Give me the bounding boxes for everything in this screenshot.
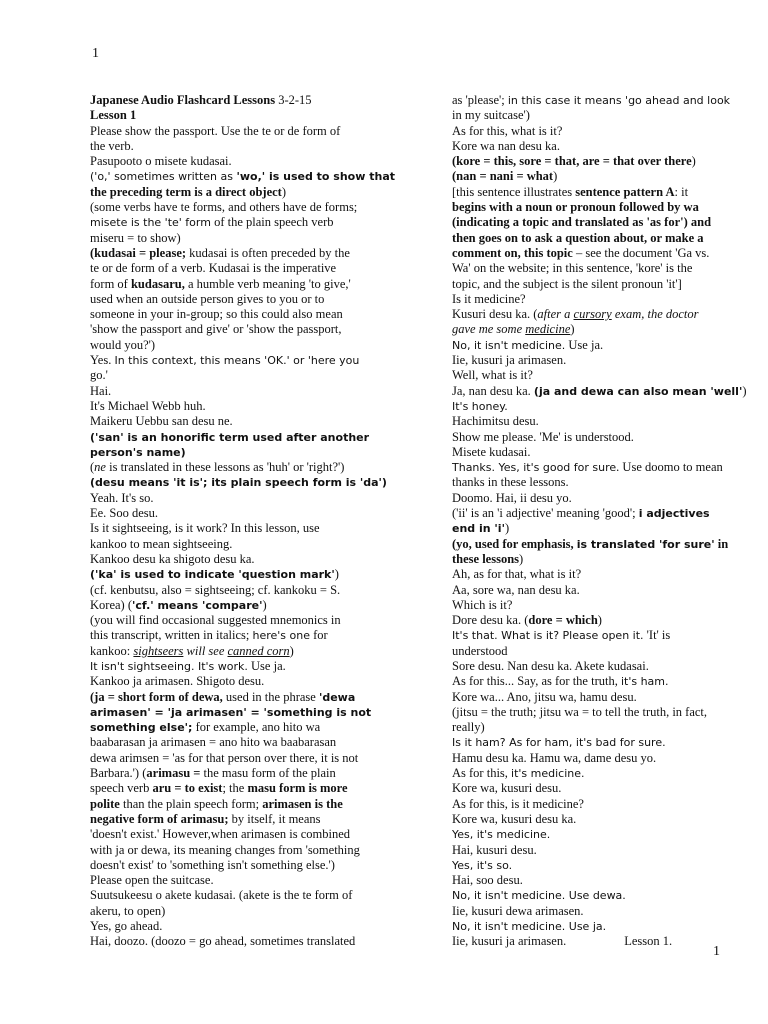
text-span: )	[597, 613, 602, 628]
text-span: this transcript, written in italics;	[90, 628, 253, 643]
text-span: (ja and dewa can also mean 'well'	[533, 384, 743, 398]
text-span: )	[742, 383, 747, 398]
text-span: dore = which	[528, 613, 598, 628]
text-span: Dore desu ka. (	[452, 613, 529, 628]
text-span: ne	[94, 460, 106, 475]
text-span: for example, ano hito wa	[192, 720, 321, 735]
page-number-bottom: 1	[713, 944, 720, 959]
text-line: akeru, to open)	[90, 903, 166, 918]
text-line	[90, 460, 395, 475]
text-line: Ee. Soo desu.	[90, 506, 159, 521]
text-line: Please open the suitcase.	[90, 873, 214, 888]
text-span: Use ja.	[565, 337, 604, 352]
text-line: would you?')	[90, 337, 156, 352]
text-span: it's medicine.	[511, 767, 585, 781]
text-span: form of	[90, 276, 131, 291]
text-span: : it	[674, 184, 689, 199]
text-line: Misete kudasai.	[452, 444, 531, 459]
text-span: it's ham.	[620, 675, 669, 689]
text-span: gave me some	[452, 322, 526, 337]
page-number-top: 1	[92, 46, 99, 61]
left-column	[90, 93, 395, 950]
text-line: Maikeru Uebbu san desu ne.	[90, 414, 233, 429]
text-line: Kore wa nan desu ka.	[452, 138, 560, 153]
text-line: Iie, kusuri ja arimasen.	[452, 353, 567, 368]
text-line: Hachimitsu desu.	[452, 414, 539, 429]
text-line	[90, 169, 395, 184]
text-span: negative form of arimasu;	[90, 811, 229, 826]
text-line	[452, 169, 747, 184]
text-span: aru = to exist	[152, 781, 223, 796]
text-line: Hamu desu ka. Hamu wa, dame desu yo.	[452, 750, 657, 765]
text-line: ('san' is an honorific term used after another	[90, 430, 370, 444]
text-span: )	[691, 154, 696, 169]
text-line	[452, 93, 747, 108]
text-span: comment on, this topic	[452, 245, 573, 260]
text-span: Thanks. Yes, it's good for sure	[452, 461, 617, 475]
text-span: )	[262, 597, 267, 612]
text-line: Ah, as for that, what is it?	[452, 567, 582, 582]
text-span: ('ii' is an 'i adjective' meaning 'good';	[452, 506, 639, 521]
text-line: kankoo to mean sightseeing.	[90, 536, 233, 551]
text-line: Hai.	[90, 383, 112, 398]
text-span: the preceding term is a direct object	[90, 184, 282, 199]
text-span: Korea) (	[90, 597, 132, 612]
text-span: in this case it means 'go ahead and look	[507, 94, 731, 107]
text-span: 'It' is	[643, 628, 671, 643]
text-span: (nan = nani = what	[452, 169, 554, 184]
text-span: a humble verb meaning 'to give,'	[184, 276, 351, 291]
text-span: It's that. What is it? Please open it.	[452, 629, 644, 643]
text-span: )	[334, 567, 339, 582]
text-line: Doomo. Hai, ii desu yo.	[452, 490, 572, 505]
text-span: sentence pattern A	[575, 184, 675, 199]
text-line	[452, 628, 747, 643]
text-span: 'dewa	[318, 690, 356, 704]
text-line	[452, 460, 747, 475]
text-span: (	[90, 460, 95, 475]
text-line	[452, 537, 747, 552]
document-date: 3-2-15	[275, 93, 312, 107]
text-line: te or de form of a verb. Kudasai is the imperative	[90, 261, 337, 276]
text-span: (yo, used for emphasis,	[452, 536, 577, 551]
text-line: Which is it?	[452, 597, 513, 612]
text-line	[452, 384, 747, 399]
text-line	[452, 307, 747, 322]
text-line	[90, 215, 395, 230]
text-span: (kudasai = please;	[90, 245, 187, 260]
text-span: speech verb	[90, 781, 153, 796]
text-span: medicine	[525, 322, 571, 337]
text-span: )	[553, 169, 558, 184]
text-line: Iie, kusuri dewa arimasen.	[452, 903, 584, 918]
text-line: Suutsukeesu o akete kudasai. (akete is the te form of	[90, 888, 353, 903]
text-line: Pasupooto o misete kudasai.	[90, 154, 232, 169]
text-line: Yes, go ahead.	[90, 919, 163, 934]
text-span: i adjectives	[638, 507, 710, 521]
text-span: in	[714, 536, 729, 551]
text-span: here's one	[252, 629, 310, 643]
text-line	[90, 598, 395, 613]
text-span: is translated in these lessons as 'huh' or 'right?')	[105, 460, 345, 475]
text-line: Yes, it's so.	[452, 858, 513, 872]
text-span: kudasai is often preceded by the	[186, 245, 350, 260]
text-span: something else';	[90, 721, 193, 735]
text-line: with ja or dewa, its meaning changes from 'something	[90, 842, 360, 857]
text-line: baabarasan ja arimasen = ano hito wa baabarasan	[90, 735, 337, 750]
text-line: Is it medicine?	[452, 291, 526, 306]
text-line: Kore wa, kusuri desu ka.	[452, 811, 577, 826]
text-span: by itself, it means	[228, 811, 321, 826]
text-line: Show me please. 'Me' is understood.	[452, 429, 634, 444]
text-line	[452, 322, 747, 337]
text-span: (kore = this, sore = that, are = that over there	[452, 154, 692, 169]
text-line: No, it isn't medicine. Use ja.	[452, 920, 607, 934]
text-line: (desu means 'it is'; its plain speech form is 'da')	[90, 476, 387, 490]
text-line: Hai, kusuri desu.	[452, 842, 537, 857]
text-span: In this context, this means 'OK.' or 'here you	[114, 354, 360, 368]
text-span: canned corn	[227, 643, 290, 658]
text-line	[90, 644, 395, 659]
text-line: Is it sightseeing, is it work? In this lesson, use	[90, 521, 320, 536]
right-column	[452, 93, 747, 950]
text-line: Is it ham? As for ham, it's bad for sure.	[452, 736, 666, 750]
text-span: kankoo:	[90, 643, 134, 658]
text-span: Barbara.') (	[90, 766, 147, 781]
text-line: Please show the passport. Use the te or de form of	[90, 123, 341, 138]
text-span: these lessons	[452, 551, 520, 566]
text-line: really)	[452, 720, 485, 735]
text-span: of the plain speech verb	[210, 215, 334, 230]
text-span: end in 'i'	[452, 522, 505, 536]
text-span: used in the phrase	[222, 689, 319, 704]
text-line: Yeah. It's so.	[90, 490, 154, 505]
text-line	[452, 766, 747, 781]
text-span: sightseers	[133, 643, 184, 658]
text-line: doesn't exist' to 'something isn't something else.')	[90, 857, 335, 872]
text-span: for	[310, 628, 328, 643]
text-line	[452, 674, 747, 689]
text-span: Iie, kusuri ja arimasen.	[452, 934, 567, 949]
text-line	[452, 506, 747, 521]
text-span: (ja = short form of dewa,	[90, 689, 223, 704]
text-span: is translated 'for sure'	[576, 537, 715, 551]
text-line: As for this, is it medicine?	[452, 796, 584, 811]
text-line: Sore desu. Nan desu ka. Akete kudasai.	[452, 658, 649, 673]
text-line: It's Michael Webb huh.	[90, 398, 206, 413]
text-line: thanks in these lessons.	[452, 475, 569, 490]
text-span: As for this... Say, as for the truth,	[452, 674, 621, 689]
text-span: Kusuri desu ka. (	[452, 307, 538, 322]
text-line: 'show the passport and give' or 'show the passport,	[90, 322, 342, 337]
text-span: cursory	[573, 307, 612, 322]
document-title: Japanese Audio Flashcard Lessons	[90, 93, 276, 107]
text-span: [this sentence illustrates	[452, 184, 576, 199]
text-line: person's name)	[90, 445, 186, 459]
text-line: begins with a noun or pronoun followed by wa	[452, 200, 699, 215]
text-span: misete is the 'te' form	[90, 216, 211, 230]
text-line	[452, 552, 747, 567]
text-line: No, it isn't medicine. Use dewa.	[452, 889, 626, 903]
text-line: then goes on to ask a question about, or make a	[452, 230, 704, 245]
text-line: someone in your in-group; so this could also mean	[90, 307, 343, 322]
text-line	[452, 521, 747, 536]
text-line: Kankoo ja arimasen. Shigoto desu.	[90, 674, 265, 689]
text-line: (you will find occasional suggested mnemonics in	[90, 613, 341, 628]
text-line: Kore wa, kusuri desu.	[452, 781, 562, 796]
text-line: As for this, what is it?	[452, 123, 563, 138]
text-line: the verb.	[90, 138, 134, 153]
text-line	[452, 185, 747, 200]
text-span: )	[281, 184, 287, 199]
text-line	[90, 185, 395, 200]
text-line: (cf. kenbutsu, also = sightseeing; cf. kankoku = S.	[90, 582, 341, 597]
text-line: Aa, sore wa, nan desu ka.	[452, 582, 580, 597]
text-line	[452, 934, 747, 949]
text-line	[90, 246, 395, 261]
text-line: Hai, doozo. (doozo = go ahead, sometimes translated	[90, 934, 356, 949]
text-line	[90, 628, 395, 643]
text-line	[452, 338, 747, 353]
text-line: Yes, it's medicine.	[452, 828, 551, 842]
text-line: used when an outside person gives to you or to	[90, 291, 325, 306]
text-span: 'cf.' means 'compare'	[132, 598, 263, 612]
text-span: . Use doomo to mean	[616, 460, 723, 475]
text-span: 'wo,' is used to show that	[236, 170, 395, 184]
text-span: exam, the doctor	[611, 307, 699, 322]
text-span: Use ja.	[247, 658, 286, 673]
text-span: Yes.	[90, 353, 115, 368]
text-line: (indicating a topic and translated as 'as for') and	[452, 215, 712, 230]
text-line	[90, 720, 395, 735]
text-span: as 'please';	[452, 93, 508, 107]
text-line: understood	[452, 643, 508, 658]
text-span: No, it isn't medicine.	[452, 338, 566, 352]
text-span: kudasaru,	[130, 276, 185, 291]
text-line: dewa arimsen = 'as for that person over there, it is not	[90, 750, 359, 765]
lesson-header-line	[90, 93, 395, 108]
text-line: It's honey.	[452, 399, 508, 413]
text-line	[90, 567, 395, 582]
text-line: 'doesn't exist.' However,when arimasen is combined	[90, 827, 351, 842]
text-line	[452, 154, 747, 169]
text-line: Kore wa... Ano, jitsu wa, hamu desu.	[452, 689, 637, 704]
text-span: ('ka' is used to indicate 'question mark'	[90, 568, 335, 582]
text-span: ; the	[222, 781, 248, 796]
text-line: miseru = to show)	[90, 230, 181, 245]
text-line: (some verbs have te forms, and others have de forms;	[90, 200, 358, 215]
text-line: in my suitcase')	[452, 108, 530, 123]
text-line	[452, 246, 747, 261]
lesson-footer-label: Lesson 1.	[624, 934, 673, 949]
text-span: after a	[537, 307, 574, 322]
text-span: arimasen is the	[262, 796, 343, 811]
lesson-heading: Lesson 1	[90, 108, 137, 123]
text-span: ('o,' sometimes written as	[90, 170, 237, 184]
text-line	[452, 613, 747, 628]
text-line	[90, 690, 395, 705]
text-span: Ja, nan desu ka.	[452, 383, 534, 398]
text-line: Kankoo desu ka shigoto desu ka.	[90, 551, 255, 566]
text-line	[90, 797, 395, 812]
text-line: go.'	[90, 368, 108, 383]
text-span: – see the document 'Ga vs.	[572, 245, 710, 260]
text-span: masu form is more	[247, 781, 348, 796]
text-line: Well, what is it?	[452, 368, 533, 383]
text-line: arimasen' = 'ja arimasen' = 'something is not	[90, 705, 372, 719]
text-line	[90, 277, 395, 292]
text-span: )	[504, 521, 510, 536]
text-span: As for this,	[452, 766, 512, 781]
text-line	[90, 353, 395, 368]
text-line	[90, 812, 395, 827]
text-line	[90, 659, 395, 674]
text-line: topic, and the subject is the silent pronoun 'it']	[452, 276, 682, 291]
text-line	[90, 766, 395, 781]
text-line: Hai, soo desu.	[452, 873, 523, 888]
text-span: )	[289, 643, 294, 658]
text-line: (jitsu = the truth; jitsu wa = to tell the truth, in fact,	[452, 704, 708, 719]
text-line	[90, 781, 395, 796]
text-span: It isn't sightseeing. It's work.	[90, 659, 248, 673]
text-span: polite	[90, 796, 120, 811]
text-span: the masu form of the plain	[200, 766, 336, 781]
text-span: )	[570, 322, 575, 337]
text-span: )	[519, 551, 524, 566]
text-span: than the plain speech form;	[119, 796, 263, 811]
text-span: will see	[183, 643, 228, 658]
text-span: arimasu =	[146, 766, 201, 781]
text-line: Wa' on the website; in this sentence, 'kore' is the	[452, 261, 693, 276]
